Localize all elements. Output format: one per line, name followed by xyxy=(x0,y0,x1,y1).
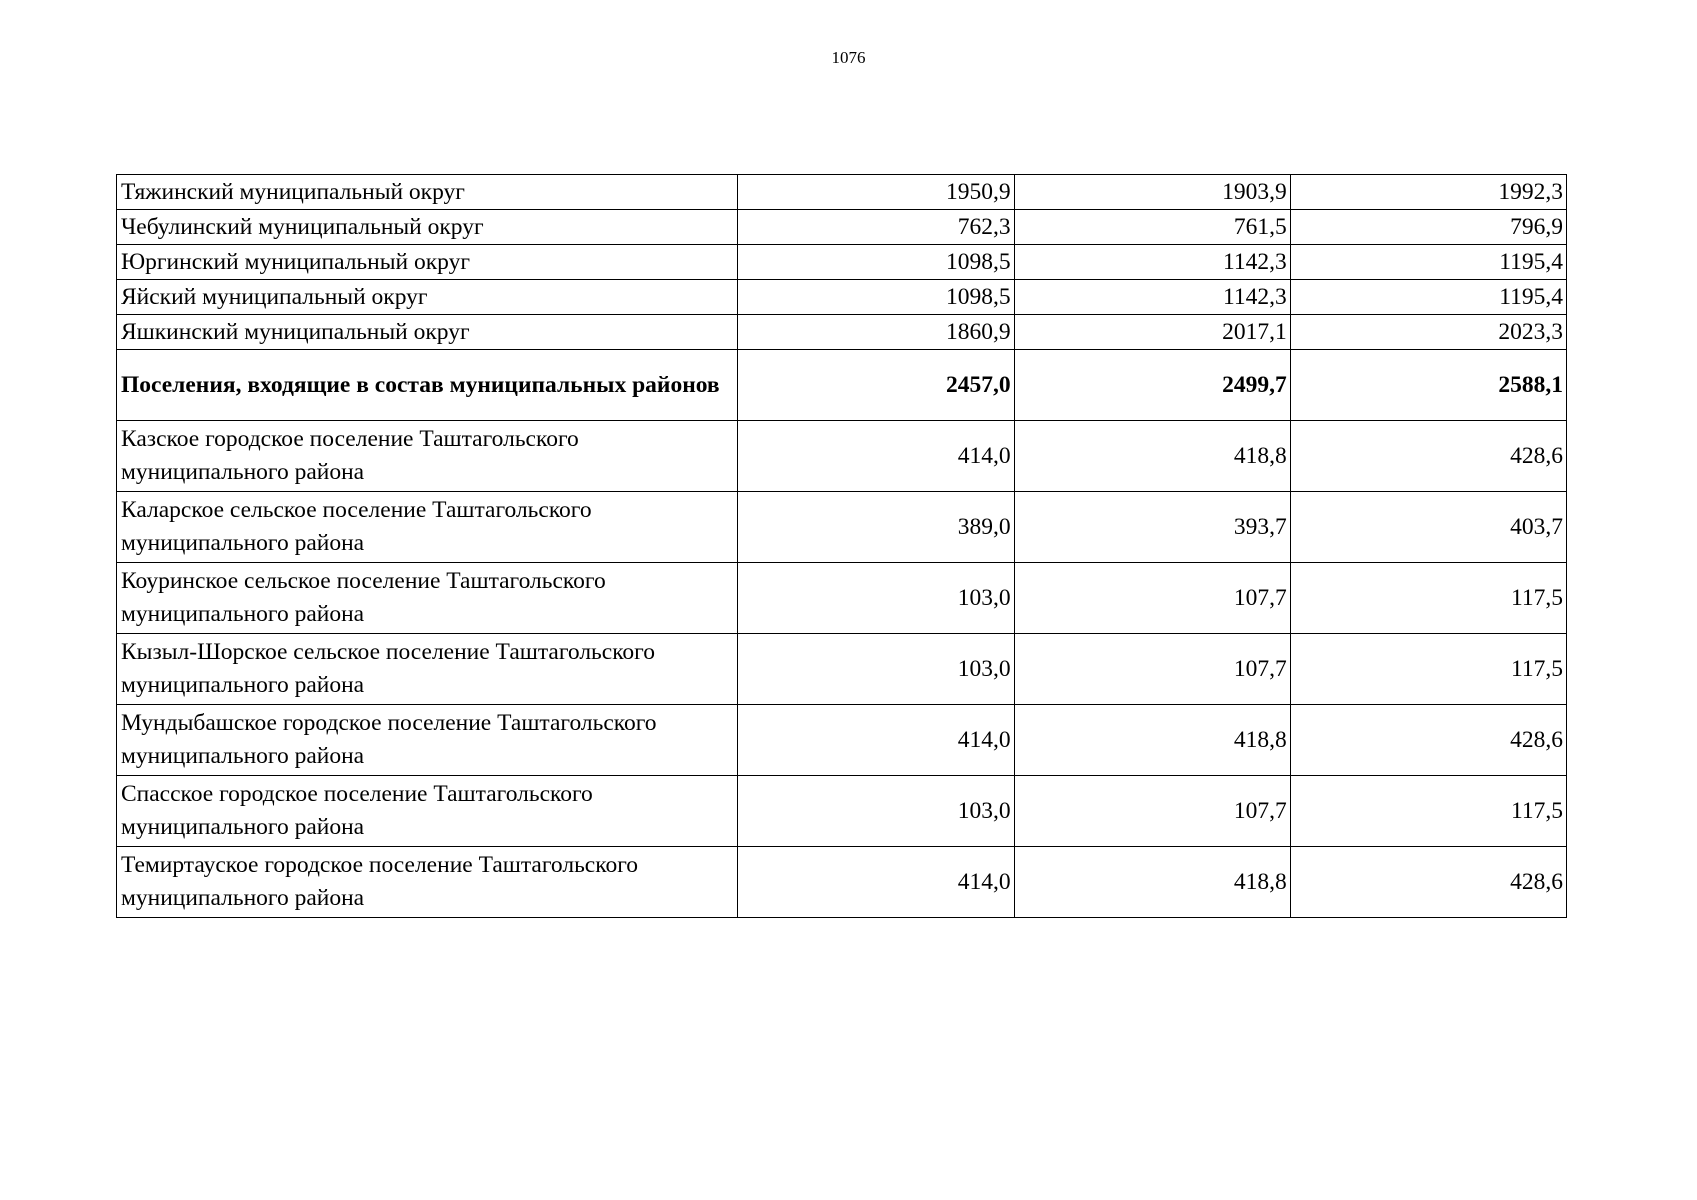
value-col-3: 796,9 xyxy=(1290,210,1566,245)
value-col-2: 2017,1 xyxy=(1014,315,1290,350)
value-col-3: 2023,3 xyxy=(1290,315,1566,350)
row-name: Каларское сельское поселение Таштагольского муниципального района xyxy=(117,492,738,563)
table-row xyxy=(117,492,1567,563)
value-col-1: 103,0 xyxy=(738,776,1014,847)
table-row xyxy=(117,634,1567,705)
value-col-2: 418,8 xyxy=(1014,847,1290,918)
value-col-3: 117,5 xyxy=(1290,563,1566,634)
value-col-2: 2499,7 xyxy=(1014,350,1290,421)
value-col-2: 107,7 xyxy=(1014,776,1290,847)
value-col-3: 428,6 xyxy=(1290,421,1566,492)
row-name: Тяжинский муниципальный округ xyxy=(117,175,738,210)
value-col-1: 103,0 xyxy=(738,634,1014,705)
budget-table xyxy=(116,174,1567,918)
table-row xyxy=(117,245,1567,280)
row-name: Казское городское поселение Таштагольского муниципального района xyxy=(117,421,738,492)
value-col-2: 761,5 xyxy=(1014,210,1290,245)
value-col-1: 414,0 xyxy=(738,421,1014,492)
value-col-3: 2588,1 xyxy=(1290,350,1566,421)
row-name: Яйский муниципальный округ xyxy=(117,280,738,315)
value-col-1: 389,0 xyxy=(738,492,1014,563)
value-col-3: 428,6 xyxy=(1290,847,1566,918)
value-col-3: 403,7 xyxy=(1290,492,1566,563)
page-number: 1076 xyxy=(831,48,866,67)
value-col-3: 117,5 xyxy=(1290,776,1566,847)
value-col-2: 107,7 xyxy=(1014,563,1290,634)
row-name: Чебулинский муниципальный округ xyxy=(117,210,738,245)
value-col-1: 1098,5 xyxy=(738,280,1014,315)
value-col-2: 418,8 xyxy=(1014,421,1290,492)
value-col-2: 1142,3 xyxy=(1014,280,1290,315)
table-row xyxy=(117,315,1567,350)
value-col-2: 418,8 xyxy=(1014,705,1290,776)
value-col-1: 1098,5 xyxy=(738,245,1014,280)
value-col-1: 103,0 xyxy=(738,563,1014,634)
value-col-2: 107,7 xyxy=(1014,634,1290,705)
value-col-3: 1195,4 xyxy=(1290,245,1566,280)
value-col-1: 1860,9 xyxy=(738,315,1014,350)
value-col-3: 1195,4 xyxy=(1290,280,1566,315)
table-row xyxy=(117,563,1567,634)
table-row-subtotal xyxy=(117,350,1567,421)
value-col-2: 1903,9 xyxy=(1014,175,1290,210)
row-name: Поселения, входящие в состав муниципальных районов xyxy=(117,350,738,421)
table-row xyxy=(117,280,1567,315)
row-name: Юргинский муниципальный округ xyxy=(117,245,738,280)
table-row xyxy=(117,776,1567,847)
table-row xyxy=(117,705,1567,776)
value-col-1: 762,3 xyxy=(738,210,1014,245)
value-col-2: 393,7 xyxy=(1014,492,1290,563)
value-col-1: 2457,0 xyxy=(738,350,1014,421)
value-col-1: 414,0 xyxy=(738,705,1014,776)
row-name: Мундыбашское городское поселение Таштагольского муниципального района xyxy=(117,705,738,776)
table-row xyxy=(117,175,1567,210)
value-col-1: 1950,9 xyxy=(738,175,1014,210)
value-col-3: 428,6 xyxy=(1290,705,1566,776)
row-name: Кызыл-Шорское сельское поселение Таштагольского муниципального района xyxy=(117,634,738,705)
value-col-3: 117,5 xyxy=(1290,634,1566,705)
value-col-2: 1142,3 xyxy=(1014,245,1290,280)
table-row xyxy=(117,210,1567,245)
table-row xyxy=(117,421,1567,492)
table-row xyxy=(117,847,1567,918)
value-col-1: 414,0 xyxy=(738,847,1014,918)
value-col-3: 1992,3 xyxy=(1290,175,1566,210)
row-name: Спасское городское поселение Таштагольского муниципального района xyxy=(117,776,738,847)
row-name: Темиртауское городское поселение Таштагольского муниципального района xyxy=(117,847,738,918)
row-name: Яшкинский муниципальный округ xyxy=(117,315,738,350)
row-name: Коуринское сельское поселение Таштагольского муниципального района xyxy=(117,563,738,634)
